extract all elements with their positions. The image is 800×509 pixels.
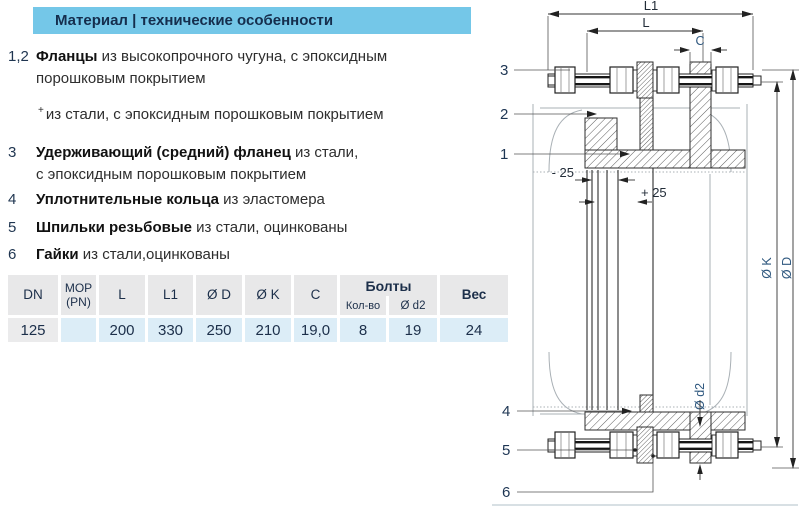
callout-2: 2 — [500, 106, 509, 123]
item-number: 6 — [8, 246, 17, 263]
item-number: 3 — [8, 144, 17, 161]
technical-drawing — [490, 0, 800, 509]
list-item — [8, 46, 500, 90]
dim-label-minus25: - 25 — [551, 165, 574, 180]
dim-label-l1: L1 — [643, 0, 659, 13]
item-number: 1,2 — [8, 48, 29, 65]
callout-3: 3 — [500, 62, 509, 79]
cell-dn: 125 — [8, 318, 58, 342]
cell-c: 19,0 — [294, 318, 337, 342]
col-header-l: L — [99, 275, 145, 315]
item-number: 5 — [8, 219, 17, 236]
item-text: Фланцы из высокопрочного чугуна, с эпоксидным порошковым покрытием — [36, 48, 388, 87]
callout-4: 4 — [502, 403, 511, 420]
cell-dk: 210 — [245, 318, 291, 342]
item-number: 4 — [8, 191, 17, 208]
cell-bolt-count: 8 — [340, 318, 386, 342]
col-header-dk: Ø K — [245, 275, 291, 315]
list-item — [8, 142, 500, 186]
dim-label-d: Ø D — [780, 256, 794, 280]
list-item — [8, 244, 500, 266]
dim-label-c: C — [695, 34, 705, 48]
col-header-c: C — [294, 275, 337, 315]
plus-marker: + — [38, 105, 44, 116]
section-title: Материал | технические особенности — [55, 12, 334, 29]
item-text: Шпильки резьбовые из стали, оцинкованы — [36, 219, 348, 236]
top-stud-assembly — [548, 62, 761, 168]
callout-5: 5 — [502, 442, 511, 459]
dimensions-table — [8, 275, 505, 342]
col-header-bolt-count: Кол-во — [340, 296, 386, 315]
bolts-group-title: Болты — [340, 275, 437, 296]
col-header-bolts-group — [340, 275, 437, 315]
col-header-mop: MOP (PN) — [61, 275, 96, 315]
dimension-C — [674, 34, 727, 64]
list-item-note: + из стали, с эпоксидным порошковым покрытием — [38, 105, 384, 123]
cell-mop — [61, 318, 96, 342]
cell-l1: 330 — [148, 318, 193, 342]
cell-l: 200 — [99, 318, 145, 342]
col-header-bolt-d2: Ø d2 — [389, 296, 437, 315]
dim-label-d2: Ø d2 — [693, 382, 707, 410]
bolts-subheaders — [340, 296, 437, 315]
col-header-dd: Ø D — [196, 275, 242, 315]
col-header-l1: L1 — [148, 275, 193, 315]
callout-1: 1 — [500, 146, 509, 163]
dim-label-k: Ø K — [760, 257, 774, 279]
materials-list — [8, 46, 500, 266]
col-header-weight: Вес — [440, 275, 508, 315]
cell-dd: 250 — [196, 318, 242, 342]
callout-6: 6 — [502, 484, 511, 501]
cell-weight: 24 — [440, 318, 508, 342]
bottom-stud-assembly — [548, 395, 761, 463]
section-header-bar — [33, 7, 471, 34]
specs-panel — [0, 0, 500, 342]
cell-bolt-d2: 19 — [389, 318, 437, 342]
item-text: Уплотнительные кольца из эластомера — [36, 191, 325, 208]
dim-label-l: L — [642, 15, 650, 30]
dim-label-plus25: + 25 — [641, 185, 667, 200]
dimension-L1 — [548, 0, 753, 70]
list-item — [8, 217, 500, 239]
item-text: Удерживающий (средний) фланец из стали, с эпоксидным порошковым покрытием — [36, 144, 359, 183]
item-text: Гайки из стали,оцинкованы — [36, 246, 230, 263]
list-item — [8, 189, 500, 211]
col-header-dn: DN — [8, 275, 58, 315]
